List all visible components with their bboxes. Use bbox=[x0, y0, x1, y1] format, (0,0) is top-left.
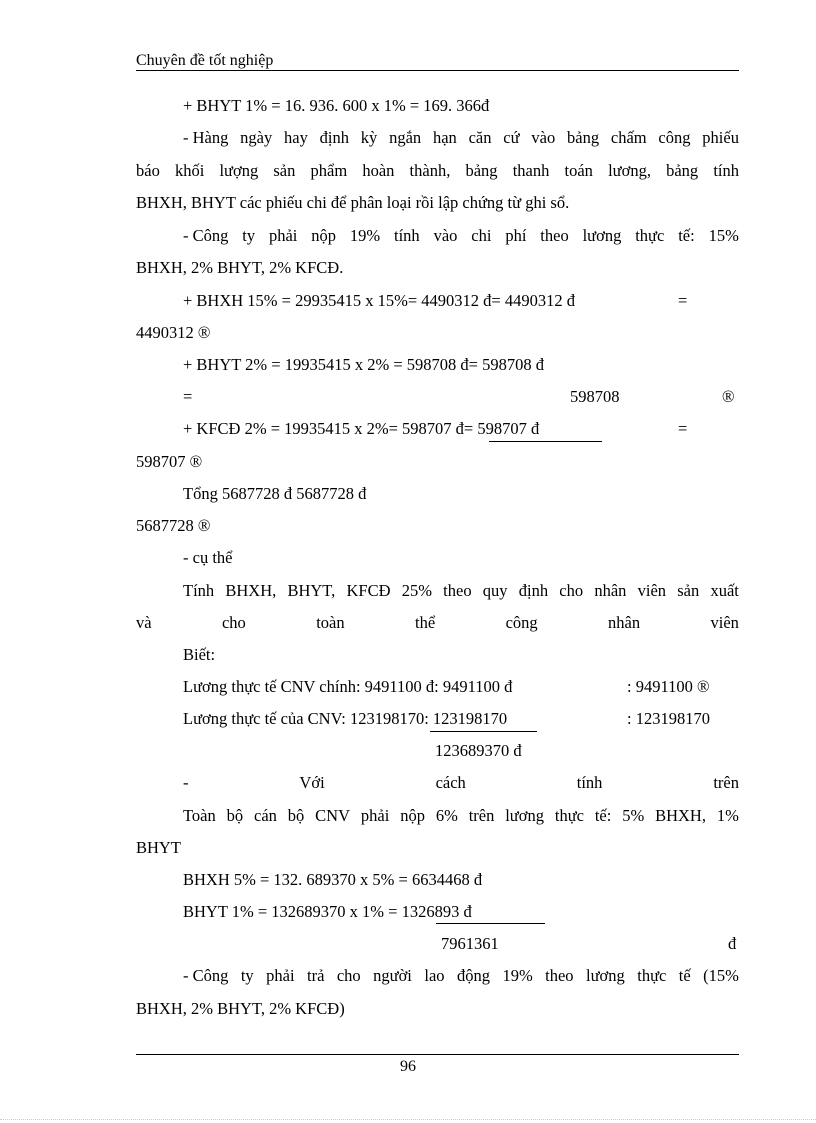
word: viên bbox=[637, 581, 667, 600]
word: toàn bbox=[316, 613, 345, 632]
text-line: BHXH, BHYT các phiếu chi để phân loại rồi lập chứng từ ghi sổ. bbox=[136, 193, 570, 212]
justified-line-l16 bbox=[183, 581, 739, 601]
word: lao bbox=[424, 966, 445, 985]
justified-line-l05 bbox=[183, 226, 739, 246]
word: kỳ bbox=[360, 128, 378, 147]
word: - Công bbox=[183, 966, 229, 985]
text-line: 5687728 ® bbox=[136, 516, 211, 535]
bhxh-5-line: BHXH 5% = 132. 689370 x 5% = 6634468 đ bbox=[183, 870, 483, 889]
word: 5% bbox=[622, 806, 645, 825]
word: chi bbox=[471, 226, 492, 245]
word: CNV bbox=[315, 806, 351, 825]
word: theo bbox=[540, 226, 569, 245]
justified-line-l28 bbox=[183, 966, 739, 986]
word: theo bbox=[545, 966, 574, 985]
bhyt-1-line: BHYT 1% = 132689370 x 1% = 1326893 đ bbox=[183, 902, 472, 921]
justified-line-l22 bbox=[183, 773, 739, 793]
word: thực bbox=[635, 226, 665, 245]
equals-sign: = bbox=[678, 291, 688, 310]
equals-sign: = bbox=[678, 419, 688, 438]
deduction-total: 7961361 bbox=[441, 934, 499, 953]
equals-sign: = bbox=[183, 387, 193, 406]
text-line: 4490312 ® bbox=[136, 323, 211, 342]
word: tế: bbox=[594, 806, 612, 825]
word: phải bbox=[266, 966, 295, 985]
word: trên bbox=[468, 806, 495, 825]
sum-underline bbox=[430, 731, 537, 732]
word: lương bbox=[586, 966, 625, 985]
word: thanh bbox=[512, 161, 550, 180]
word: định bbox=[518, 581, 549, 600]
word: thành, bbox=[409, 161, 451, 180]
currency-symbol: đ bbox=[728, 934, 737, 953]
page-number: 96 bbox=[400, 1058, 416, 1075]
word: viên bbox=[710, 613, 739, 632]
word: 19% bbox=[502, 966, 533, 985]
word: quy bbox=[482, 581, 508, 600]
word: và bbox=[136, 613, 152, 632]
kfcd-2-line: + KFCĐ 2% = 19935415 x 2%= 598707 đ= 598707 đ bbox=[183, 419, 540, 438]
word: bộ bbox=[287, 806, 305, 825]
word: ty bbox=[240, 966, 254, 985]
salary-cnv-line: Lương thực tế của CNV: 123198170: 123198170 bbox=[183, 709, 508, 728]
word: nhân bbox=[608, 613, 641, 632]
word: 15% bbox=[708, 226, 739, 245]
word: hay bbox=[284, 128, 308, 147]
word: Với bbox=[299, 773, 325, 792]
word: sản bbox=[273, 161, 296, 180]
word: toán bbox=[564, 161, 593, 180]
word: ty bbox=[242, 226, 256, 245]
word: xuất bbox=[710, 581, 739, 600]
word: tính bbox=[713, 161, 739, 180]
bhxh-15-line: + BHXH 15% = 29935415 x 15%= 4490312 đ= 4490312 đ bbox=[183, 291, 575, 310]
document-header-title: Chuyên đề tốt nghiệp bbox=[136, 52, 274, 69]
word: tế: bbox=[678, 226, 695, 245]
word: cho bbox=[221, 613, 246, 632]
word: hoàn bbox=[362, 161, 395, 180]
word: bảng bbox=[567, 128, 600, 147]
justified-line-l17 bbox=[136, 613, 739, 633]
word: Tính bbox=[183, 581, 215, 600]
salary-total: 123689370 đ bbox=[435, 741, 522, 760]
word: khối bbox=[174, 161, 205, 180]
word: cách bbox=[435, 773, 466, 792]
word: ngắn bbox=[389, 128, 422, 147]
word: phẩm bbox=[310, 161, 348, 180]
word: vào bbox=[433, 226, 458, 245]
word: 19% bbox=[349, 226, 381, 245]
word: (15% bbox=[703, 966, 739, 985]
word: bộ bbox=[226, 806, 244, 825]
word: nộp bbox=[311, 226, 337, 245]
word: bảng bbox=[666, 161, 699, 180]
text-line: - cụ thể bbox=[183, 548, 233, 567]
word: định bbox=[319, 128, 349, 147]
justified-line-l23 bbox=[183, 806, 739, 826]
word: thể bbox=[415, 613, 436, 632]
word: BHYT, bbox=[287, 581, 336, 600]
word: vào bbox=[531, 128, 556, 147]
word: tính bbox=[394, 226, 420, 245]
word: lượng bbox=[219, 161, 259, 180]
salary-cnv-value: : 123198170 bbox=[627, 709, 710, 728]
word: tế bbox=[678, 966, 691, 985]
word: BHXH, bbox=[225, 581, 277, 600]
bhyt-2-line: + BHYT 2% = 19935415 x 2% = 598708 đ= 598708 đ bbox=[183, 355, 544, 374]
text-line: BHYT bbox=[136, 838, 181, 857]
word: cứ bbox=[503, 128, 520, 147]
justified-line-l02 bbox=[183, 128, 739, 148]
word: lương bbox=[505, 806, 544, 825]
word: công bbox=[505, 613, 538, 632]
word: phí bbox=[505, 226, 527, 245]
word: 6% bbox=[435, 806, 458, 825]
word: thực bbox=[637, 966, 667, 985]
word: Toàn bbox=[183, 806, 216, 825]
amount-value: 598708 bbox=[570, 387, 620, 406]
word: nộp bbox=[400, 806, 425, 825]
justified-line-l03 bbox=[136, 161, 739, 181]
word: KFCĐ bbox=[346, 581, 391, 600]
word: bảng bbox=[465, 161, 498, 180]
word: phiếu bbox=[702, 128, 739, 147]
word: trả bbox=[307, 966, 325, 985]
word: công bbox=[658, 128, 691, 147]
text-line: BHXH, 2% BHYT, 2% KFCĐ. bbox=[136, 258, 344, 277]
text-line: + BHYT 1% = 16. 936. 600 x 1% = 169. 366đ bbox=[183, 96, 490, 115]
word: 1% bbox=[716, 806, 739, 825]
sum-underline bbox=[436, 923, 545, 924]
word: thực bbox=[554, 806, 584, 825]
word: phải bbox=[360, 806, 390, 825]
salary-main-line: Lương thực tế CNV chính: 9491100 đ: 9491100 đ bbox=[183, 677, 513, 696]
footer-rule bbox=[136, 1054, 739, 1055]
word: người bbox=[373, 966, 412, 985]
page-bottom-dotted-edge bbox=[0, 1119, 816, 1120]
word: báo bbox=[136, 161, 160, 180]
header-rule bbox=[136, 70, 739, 71]
word: lương, bbox=[608, 161, 651, 180]
word: - bbox=[183, 773, 189, 792]
registered-mark: ® bbox=[722, 387, 735, 406]
text-line: BHXH, 2% BHYT, 2% KFCĐ) bbox=[136, 999, 345, 1018]
word: ngày bbox=[240, 128, 273, 147]
text-line: Biết: bbox=[183, 645, 216, 664]
word: trên bbox=[713, 773, 739, 792]
word: căn bbox=[468, 128, 492, 147]
word: động bbox=[456, 966, 490, 985]
text-line: 598707 ® bbox=[136, 452, 203, 471]
word: theo bbox=[443, 581, 472, 600]
word: lương bbox=[582, 226, 622, 245]
salary-main-value: : 9491100 ® bbox=[627, 677, 710, 696]
word: BHXH, bbox=[655, 806, 706, 825]
word: cho bbox=[336, 966, 361, 985]
word: - Hàng bbox=[183, 128, 229, 147]
total-line: Tổng 5687728 đ 5687728 đ bbox=[183, 484, 367, 503]
word: 25% bbox=[401, 581, 432, 600]
sum-underline bbox=[489, 441, 602, 442]
word: - Công bbox=[183, 226, 229, 245]
word: hạn bbox=[432, 128, 457, 147]
word: cho bbox=[559, 581, 584, 600]
word: tính bbox=[576, 773, 603, 792]
word: chấm bbox=[610, 128, 647, 147]
word: nhân bbox=[594, 581, 627, 600]
word: phải bbox=[268, 226, 298, 245]
word: sản bbox=[677, 581, 700, 600]
word: cán bbox=[254, 806, 277, 825]
